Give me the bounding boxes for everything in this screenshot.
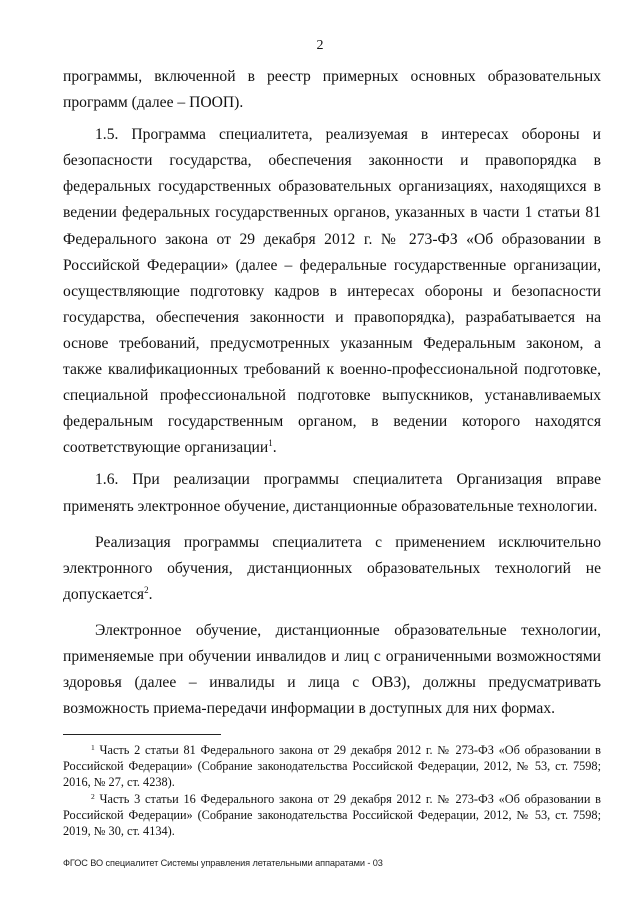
paragraph-1-5: 1.5. Программа специалитета, реализуемая в интересах обороны и безопасности государства, обеспечения законности и правопорядка в федеральных государственных образовательных организациях, находящихся в ведении федеральных государственных органов, указанных в части 1 статьи 81 Федерального закона от 29 декабря 2012 г. № 273-ФЗ «Об образовании в Российской Федерации» (далее – федеральные государственные организации, осуществляющие подготовку кадров в интересах обороны и безопасности государства, обеспечения законности и правопорядка), разрабатывается на основе требований, предусмотренных указанным Федеральным законом, а также квалификационных требований к военно-профессиональной подготовке, специальной профессиональной подготовке выпускников, устанавливаемых федеральным государственным органом, в ведении которого находятся соответствующие организации$^1$. — [63, 126, 601, 457]
footnote-2 — [63, 791, 601, 840]
document-body — [63, 64, 601, 722]
footnote-marker: 1 — [91, 743, 95, 752]
paragraph-intro — [63, 64, 601, 116]
footnotes — [63, 742, 601, 839]
paragraph-text: 1.6. При реализации программы специалитета Организация вправе применять электронное обучение, дистанционные образовательные технологии. — [63, 471, 601, 515]
footnote-1 — [63, 742, 601, 791]
paragraph-elearning-restriction: Реализация программы специалитета с применением исключительно электронного обучения, дистанционных образовательных технологий не допускается$^2$. — [63, 533, 601, 603]
page-number: 2 — [316, 38, 324, 53]
paragraph-text: 1.5. Программа специалитета, реализуемая в интересах обороны и безопасности государства, обеспечения законности и правопорядка в федеральных государственных образовательных организациях, находящихся в ведении федеральных государственных органов, указанных в части 1 статьи 81 Федерального закона от 29 декабря 2012 г. № 273-ФЗ «Об образовании в Российской Федерации» (далее – федеральные государственные организации, осуществляющие подготовку кадров в интересах обороны и безопасности государства, обеспечения законности и правопорядка), разрабатывается на основе требований, предусмотренных указанным Федеральным законом, а также квалификационных требований к военно-профессиональной подготовке, специальной профессиональной подготовке выпускников, устанавливаемых федеральным государственным органом, в ведении которого находятся соответствующие организации — [63, 126, 601, 457]
paragraph-1-6 — [63, 467, 601, 519]
footnote-divider — [63, 734, 221, 735]
page-footer: ФГОС ВО специалитет Системы управления летательными аппаратами - 03 — [63, 858, 383, 868]
footnote-text: Часть 3 статьи 16 Федерального закона от 29 декабря 2012 г. № 273-ФЗ «Об образовании в Российской Федерации» (Собрание законодательства Российской Федерации, 2012, № 53, ст. 7598; 2019, № 30, ст. 4134). — [63, 791, 601, 839]
paragraph-text: Электронное обучение, дистанционные образовательные технологии, применяемые при обучении инвалидов и лиц с ограниченными возможностями здоровья (далее – инвалиды и лица с ОВЗ), должны предусматривать возможность приема-передачи информации в доступных для них формах. — [63, 621, 601, 718]
footnote-text: Часть 2 статьи 81 Федерального закона от 29 декабря 2012 г. № 273-ФЗ «Об образовании в Российской Федерации» (Собрание законодательства Российской Федерации, 2012, № 53, ст. 7598; 2016, № 27, ст. 4238). — [63, 743, 601, 790]
footnote-ref-2[interactable]: 2 — [144, 584, 149, 595]
footnote-ref-1[interactable]: 1 — [268, 438, 273, 449]
footnote-marker: 2 — [91, 791, 95, 801]
paragraph-text: Реализация программы специалитета с применением исключительно электронного обучения, дистанционных образовательных технологий не допускается — [63, 533, 601, 603]
paragraph-disability — [63, 618, 601, 722]
paragraph-text: программы, включенной в реестр примерных основных образовательных программ (далее – ПООП). — [63, 68, 601, 112]
